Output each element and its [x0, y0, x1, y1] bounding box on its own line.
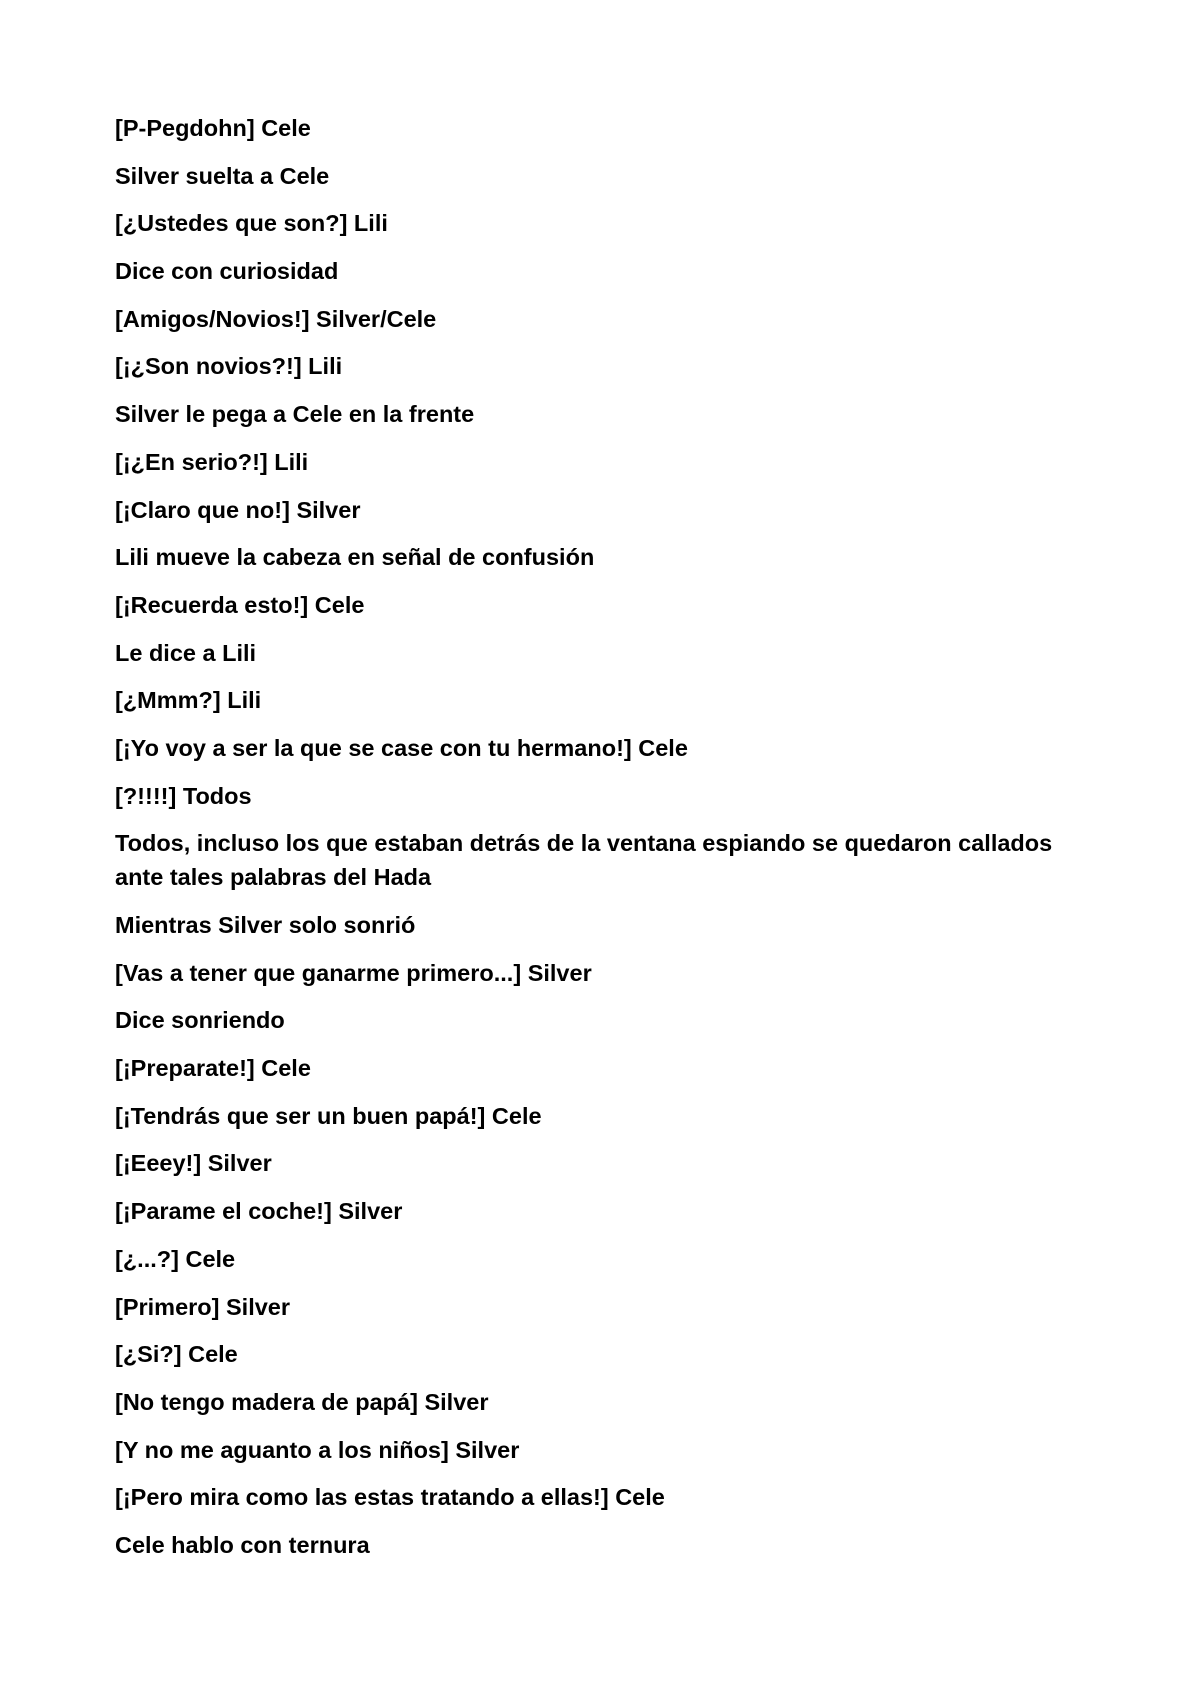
text-line: [Vas a tener que ganarme primero...] Silver	[115, 959, 592, 986]
text-line: [P-Pegdohn] Cele	[115, 115, 311, 141]
text-line: [¡Parame el coche!] Silver	[115, 1198, 403, 1225]
text-line: [¡Tendrás que ser un buen papá!] Cele	[115, 1102, 542, 1129]
text-line: [¡Pero mira como las estas tratando a ellas!] Cele	[115, 1484, 665, 1511]
text-line: Dice sonriendo	[115, 1007, 285, 1034]
text-line: Silver le pega a Cele en la frente	[115, 401, 475, 428]
text-line: [¡Preparate!] Cele	[115, 1055, 311, 1082]
text-line: [¡Yo voy a ser la que se case con tu hermano!] Cele	[115, 734, 688, 761]
text-line: [No tengo madera de papá] Silver	[115, 1388, 489, 1415]
text-line: [?!!!!] Todos	[115, 782, 252, 809]
text-line: Lili mueve la cabeza en señal de confusión	[115, 544, 595, 571]
text-line: Dice con curiosidad	[115, 258, 339, 285]
text-line: Silver suelta a Cele	[115, 162, 330, 189]
text-line: Todos, incluso los que estaban detrás de la ventana espiando se quedaron callados ante tales palabras del Hada	[115, 830, 1053, 891]
text-line: [¿Si?] Cele	[115, 1341, 238, 1368]
text-line: [¡Eeey!] Silver	[115, 1150, 272, 1177]
text-line: [Amigos/Novios!] Silver/Cele	[115, 305, 437, 332]
text-line: [¡Recuerda esto!] Cele	[115, 591, 365, 618]
text-line: [¿...?] Cele	[115, 1245, 236, 1272]
text-line: [Y no me aguanto a los niños] Silver	[115, 1436, 520, 1463]
text-line: [¡Claro que no!] Silver	[115, 496, 361, 523]
text-line: [¿Ustedes que son?] Lili	[115, 210, 388, 237]
script-text	[115, 111, 1095, 1576]
text-line: [¡¿En serio?!] Lili	[115, 448, 309, 475]
text-line: Le dice a Lili	[115, 639, 257, 666]
text-line: [¿Mmm?] Lili	[115, 687, 262, 714]
text-line: Cele hablo con ternura	[115, 1531, 370, 1558]
text-line: [¡¿Son novios?!] Lili	[115, 353, 343, 380]
text-line: [Primero] Silver	[115, 1293, 291, 1320]
text-line: Mientras Silver solo sonrió	[115, 912, 416, 938]
